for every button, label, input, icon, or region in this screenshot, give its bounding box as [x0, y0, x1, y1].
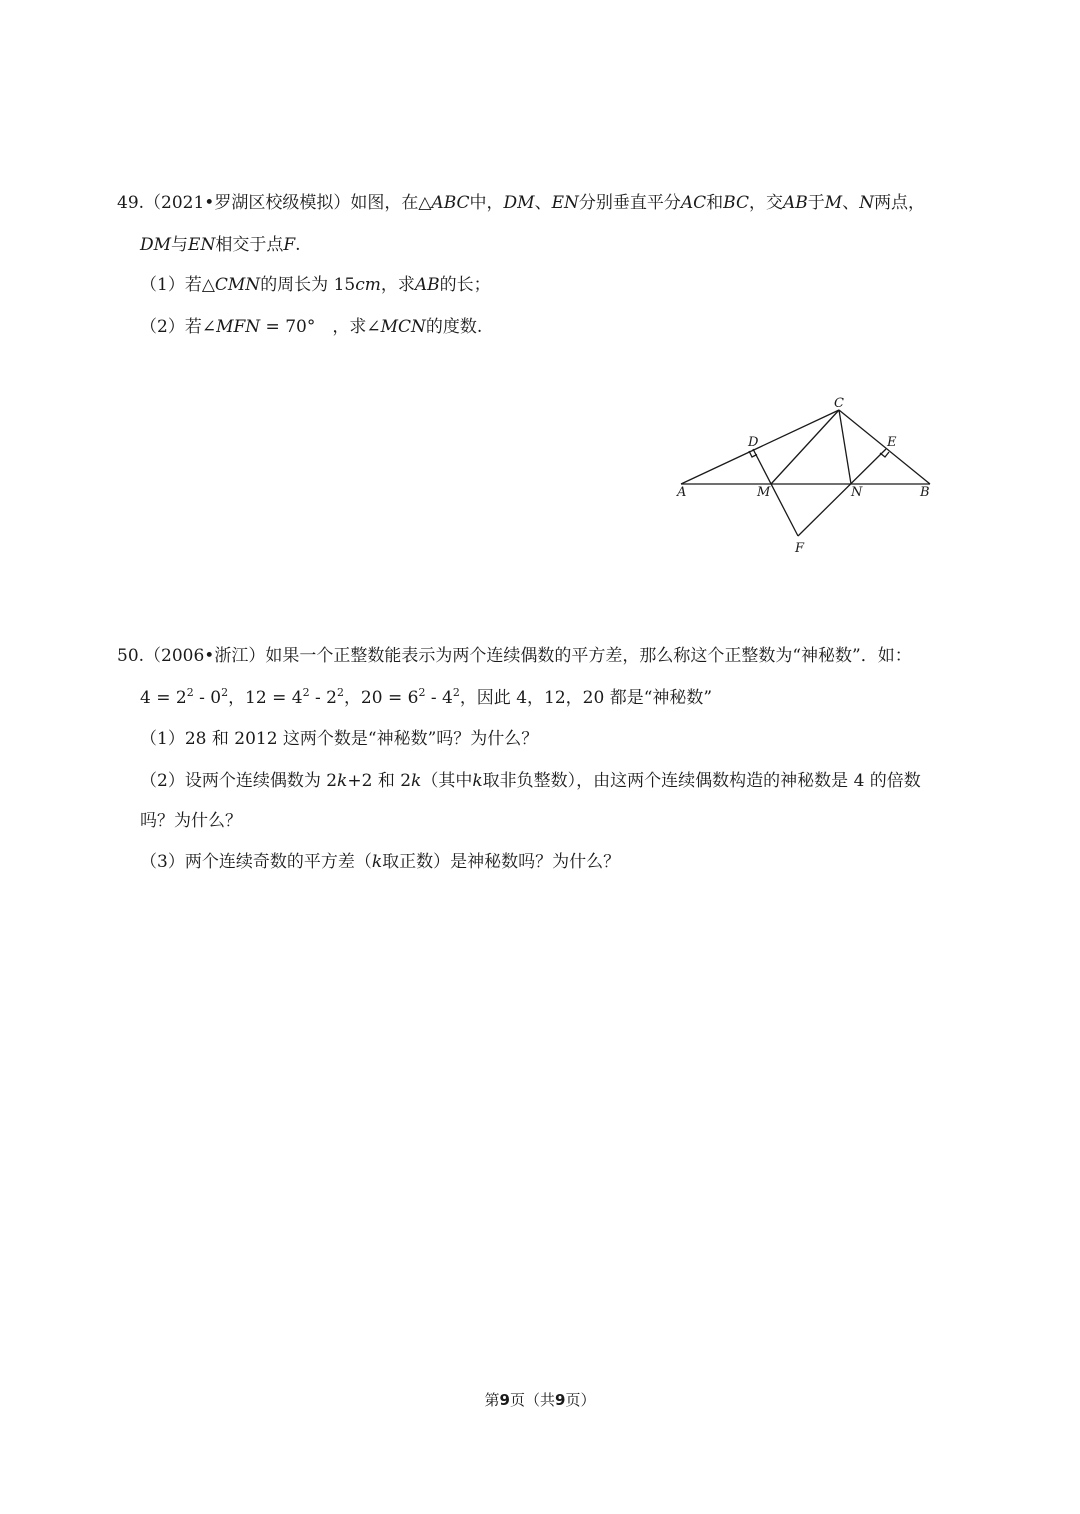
q50-part-2-cont — [140, 809, 242, 833]
q50-var: k — [472, 771, 483, 791]
q49-line-2 — [140, 233, 301, 257]
q49-var: cm — [355, 275, 381, 295]
q49-part-1 — [140, 273, 491, 297]
q49-var: F — [283, 235, 296, 255]
footer-text: 页（共 — [509, 1391, 555, 1409]
q49-text: （1）若△ — [140, 275, 215, 295]
q49-text: 于 — [807, 193, 825, 213]
q49-var: EN — [551, 193, 579, 213]
q49-text: 分别垂直平分 — [578, 193, 681, 213]
q49-text: 中， — [469, 193, 504, 213]
q49-var: MFN — [216, 317, 261, 337]
q50-text: 吗？为什么？ — [140, 811, 242, 831]
q50-text: ，20 = 6 — [343, 688, 419, 708]
q50-text: （1）28 和 2012 这两个数是“神秘数”吗？为什么？ — [140, 729, 539, 749]
q50-var: k — [337, 771, 348, 791]
q50-text: （3）两个连续奇数的平方差（ — [140, 852, 372, 872]
q49-text: （2）若∠ — [140, 317, 217, 337]
q49-text: 、 — [842, 193, 860, 213]
q50-var: k — [411, 771, 422, 791]
footer-total-pages: 9 — [555, 1391, 566, 1409]
q49-var: MCN — [380, 317, 426, 337]
q50-source: （2006•浙江） — [144, 646, 266, 666]
q49-text: 与 — [171, 235, 189, 255]
q49-var: DM — [503, 193, 535, 213]
label-c: C — [834, 396, 844, 411]
segment-bc — [839, 410, 930, 484]
q49-number: 49. — [117, 193, 145, 213]
q49-text: 的度数. — [425, 317, 483, 337]
segment-ef — [798, 449, 886, 536]
label-f: F — [795, 541, 805, 556]
q50-text: 取正数）是神秘数吗？为什么？ — [382, 852, 621, 872]
q49-var: AC — [680, 193, 707, 213]
q50-text: - 0 — [193, 688, 222, 708]
q50-line-1 — [117, 644, 912, 668]
segment-cm — [771, 410, 839, 484]
q49-text: = 70° ，求∠ — [260, 317, 381, 337]
q49-text: 和 — [706, 193, 724, 213]
triangle-figure — [668, 392, 958, 562]
exponent: 2 — [418, 686, 426, 699]
footer-text: 页） — [565, 1391, 596, 1409]
exponent: 2 — [186, 686, 194, 699]
q49-var: EN — [188, 235, 216, 255]
q49-text: . — [295, 235, 301, 255]
q50-text: - 4 — [425, 688, 453, 708]
q50-part-3 — [140, 850, 620, 874]
q50-text: 取非负整数），由这两个连续偶数构造的神秘数是 4 的倍数 — [482, 771, 921, 791]
label-e: E — [887, 435, 897, 450]
q49-text: 的长； — [439, 275, 491, 295]
q49-text: 如图，在△ — [350, 193, 432, 213]
q49-var: DM — [140, 235, 172, 255]
q50-text: 4 = 2 — [140, 688, 187, 708]
q49-line-1 — [117, 191, 925, 215]
exponent: 2 — [221, 686, 229, 699]
q50-var: k — [371, 852, 383, 872]
label-b: B — [920, 485, 930, 500]
q49-text: 的周长为 15 — [260, 275, 356, 295]
q49-source: （2021•罗湖区校级模拟） — [144, 193, 351, 213]
footer-text: 第 — [484, 1391, 500, 1409]
q50-text: 如果一个正整数能表示为两个连续偶数的平方差，那么称这个正整数为“神秘数”．如： — [265, 646, 912, 666]
q50-part-1 — [140, 727, 538, 751]
label-d: D — [748, 435, 759, 450]
segment-cn — [839, 410, 851, 484]
q49-var: M — [824, 193, 843, 213]
q49-text: 相交于点 — [215, 235, 284, 255]
segment-ac — [681, 410, 839, 484]
q49-text: 、 — [534, 193, 552, 213]
q50-text: （其中 — [421, 771, 473, 791]
label-a: A — [677, 485, 687, 500]
q49-var: BC — [723, 193, 749, 213]
q49-var: N — [859, 193, 875, 213]
q49-var: CMN — [214, 275, 261, 295]
q50-text: ，因此 4，12，20 都是“神秘数” — [459, 688, 713, 708]
q49-text: 两点， — [874, 193, 926, 213]
footer-page-number: 9 — [499, 1391, 510, 1409]
label-n: N — [851, 485, 863, 500]
q50-text: （2）设两个连续偶数为 2 — [140, 771, 338, 791]
q49-var: AB — [414, 275, 440, 295]
q49-text: ，求 — [380, 275, 415, 295]
exponent: 2 — [302, 686, 310, 699]
label-m: M — [757, 485, 771, 500]
q50-text: - 2 — [309, 688, 337, 708]
exponent: 2 — [336, 686, 344, 699]
q49-text: ，交 — [748, 193, 783, 213]
page-footer — [0, 1389, 1080, 1411]
q50-text: ，12 = 4 — [228, 688, 303, 708]
q50-number: 50. — [117, 646, 145, 666]
q50-text: +2 和 2 — [347, 771, 412, 791]
q49-part-2 — [140, 315, 482, 339]
q49-var: AB — [782, 193, 808, 213]
q50-part-2 — [140, 769, 921, 793]
q49-var: ABC — [431, 193, 470, 213]
q50-line-2 — [140, 686, 712, 710]
exponent: 2 — [452, 686, 460, 699]
